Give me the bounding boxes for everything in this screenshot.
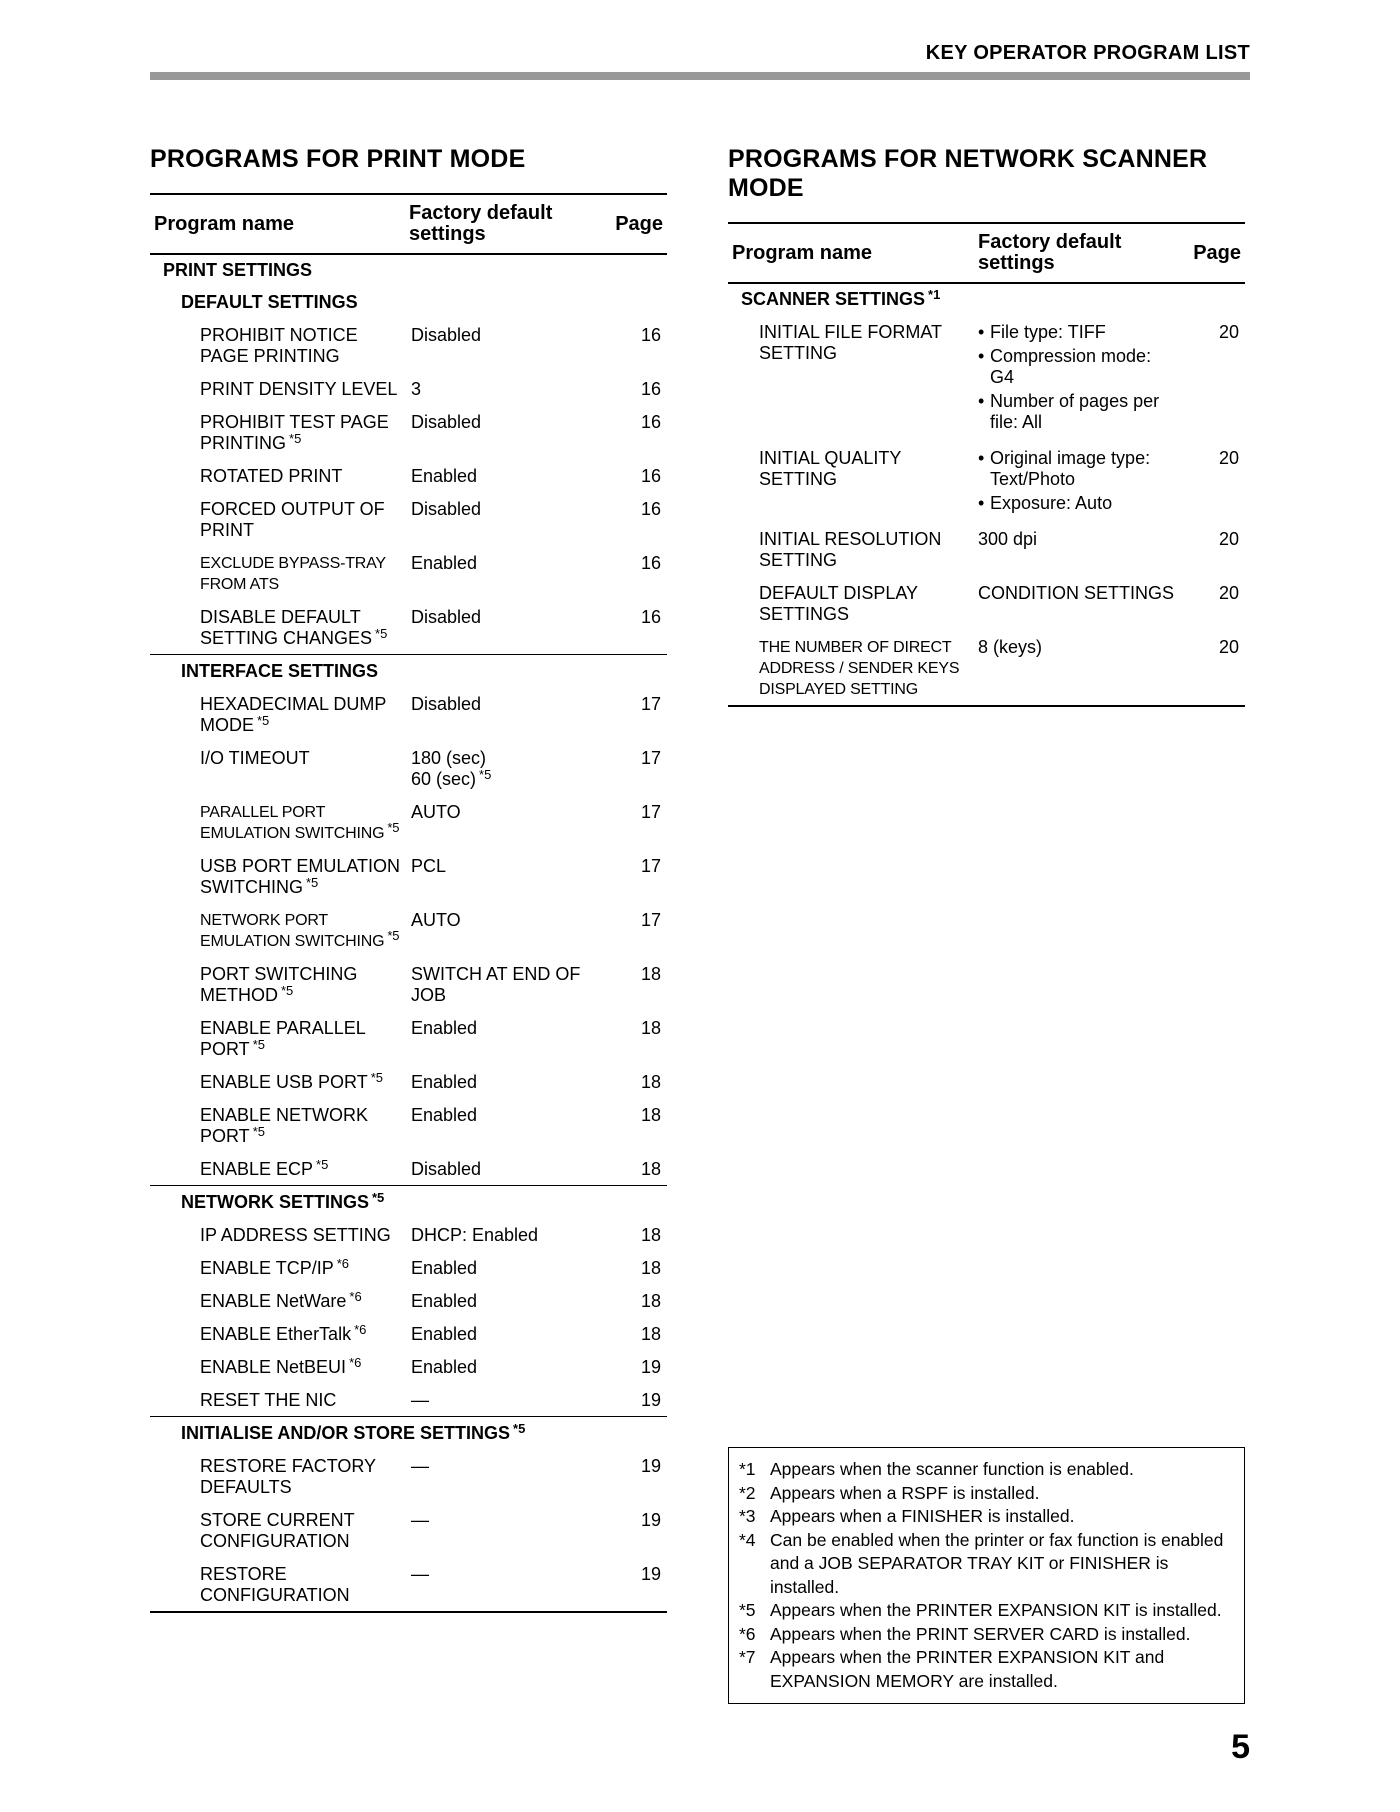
footnote-ref: *5 [387, 820, 400, 835]
default-value: — [411, 1564, 429, 1584]
footnote-ref: *5 [289, 431, 302, 446]
factory-default [405, 1383, 595, 1417]
section-title-text: SCANNER SETTINGS [741, 289, 926, 309]
program-name-text: PROHIBIT TEST PAGE PRINTING [200, 412, 389, 453]
section-title [728, 283, 1245, 315]
program-name [150, 1011, 405, 1065]
page-ref: 17 [640, 856, 661, 876]
footnote-text: Appears when the scanner function is enabled. [770, 1459, 1134, 1479]
footnote-ref: *6 [349, 1289, 362, 1304]
default-bullet: • Number of pages per file: All [978, 391, 1174, 433]
program-name-text: STORE CURRENT CONFIGURATION [200, 1510, 355, 1551]
footnote [739, 1482, 1232, 1506]
factory-default [405, 492, 595, 546]
factory-default [405, 1317, 595, 1350]
factory-default [405, 405, 595, 459]
footnote-ref: *6 [349, 1355, 362, 1370]
table-row [728, 576, 1245, 630]
page-ref: 18 [640, 1018, 661, 1038]
header-rule [150, 72, 1250, 80]
footnote-mark: *4 [739, 1529, 756, 1550]
footnote-ref: *5 [372, 1190, 385, 1205]
program-name-text: PARALLEL PORT EMULATION SWITCHING [200, 804, 385, 842]
footnote [739, 1505, 1232, 1529]
factory-default [968, 630, 1175, 706]
col-factory-default: Factory default settings [409, 202, 553, 245]
col-factory-default: Factory default settings [978, 231, 1122, 274]
default-value: Enabled [411, 1258, 478, 1278]
default-value: Enabled [411, 1291, 478, 1311]
default-bullet-list [978, 322, 1174, 433]
page-ref: 17 [640, 802, 661, 822]
subsection-title-text: DEFAULT SETTINGS [181, 292, 358, 312]
subsection-title-text: NETWORK SETTINGS [181, 1192, 369, 1212]
table-row [150, 795, 667, 849]
default-value: PCL [411, 856, 447, 876]
factory-default [405, 903, 595, 957]
page-number: 5 [1231, 1728, 1250, 1766]
program-name [150, 492, 405, 546]
program-name-text: ENABLE NetWare [200, 1291, 347, 1311]
subsection-row [150, 1417, 667, 1450]
page-ref: 18 [640, 1105, 661, 1125]
section-title: PRINT SETTINGS [163, 260, 313, 280]
footnote-ref: *5 [370, 1070, 384, 1085]
program-name [150, 1557, 405, 1612]
page-ref: 19 [640, 1564, 661, 1584]
default-value: — [411, 1456, 429, 1476]
default-value: Enabled [411, 1324, 478, 1344]
program-name [150, 1449, 405, 1503]
footnote-mark: *1 [739, 1459, 756, 1479]
footnote-ref: *5 [316, 1157, 329, 1172]
program-name [150, 903, 405, 957]
default-value: AUTO [411, 802, 461, 822]
program-name-text: ENABLE TCP/IP [200, 1258, 334, 1278]
footnote-ref: *1 [928, 287, 941, 302]
program-name [150, 849, 405, 903]
program-name [150, 1098, 405, 1152]
footnote [739, 1599, 1232, 1623]
col-page: Page [1193, 241, 1241, 264]
footnote-ref: *5 [306, 875, 319, 890]
default-value: Disabled [411, 325, 482, 345]
footnote-mark: *3 [739, 1506, 756, 1526]
factory-default [405, 849, 595, 903]
section-row [728, 283, 1245, 315]
factory-default [968, 441, 1175, 522]
factory-default [405, 459, 595, 492]
subsection-title [150, 1186, 667, 1219]
program-name [150, 459, 405, 492]
page-ref: 16 [640, 325, 661, 345]
default-bullet: • Original image type: Text/Photo [978, 448, 1174, 490]
table-row [150, 1557, 667, 1612]
default-bullet: • File type: TIFF [978, 322, 1174, 343]
footnote-ref: *5 [252, 1124, 265, 1139]
page-ref: 18 [640, 1159, 661, 1179]
default-value: Disabled [411, 499, 482, 519]
page-header-title: KEY OPERATOR PROGRAM LIST [925, 42, 1250, 64]
table-row [150, 1503, 667, 1557]
factory-default [968, 576, 1175, 630]
default-bullet: • Compression mode: G4 [978, 346, 1174, 388]
default-value: — [411, 1510, 429, 1530]
footnote [739, 1529, 1232, 1600]
default-value: Disabled [411, 694, 482, 714]
table-row [150, 903, 667, 957]
subsection-row [150, 1186, 667, 1219]
footnote [739, 1646, 1232, 1693]
footnote [739, 1623, 1232, 1647]
footnote-text: Appears when the PRINTER EXPANSION KIT is installed. [770, 1600, 1222, 1620]
page-ref: 16 [640, 607, 661, 627]
page-ref: 18 [640, 1258, 661, 1278]
footnote-ref: *5 [387, 928, 400, 943]
footnote-text: Appears when a RSPF is installed. [770, 1482, 1040, 1503]
default-value: Disabled [411, 1159, 482, 1179]
page-ref: 16 [640, 466, 661, 486]
program-name-text: ENABLE PARALLEL PORT [200, 1018, 366, 1059]
table-row [150, 1065, 667, 1098]
page-ref: 16 [640, 553, 661, 573]
table-header-row [728, 223, 1245, 283]
page-ref: 16 [640, 412, 661, 432]
scanner-mode-column [728, 145, 1245, 707]
footnote-ref: *6 [336, 1256, 350, 1271]
default-value: Enabled [411, 466, 478, 486]
footnote-ref: *5 [257, 713, 270, 728]
footnotes-box [728, 1447, 1245, 1704]
program-name [150, 372, 405, 405]
scanner-mode-rows [728, 283, 1245, 706]
program-name [150, 1317, 405, 1350]
table-row [150, 1350, 667, 1383]
factory-default [405, 1350, 595, 1383]
table-row [150, 1011, 667, 1065]
program-name-text: NETWORK PORT EMULATION SWITCHING [200, 912, 385, 950]
page-ref: 19 [640, 1510, 661, 1530]
footnote-text: Appears when the PRINT SERVER CARD is installed. [770, 1623, 1191, 1644]
print-mode-column [150, 145, 667, 1613]
page-ref: 20 [1218, 448, 1239, 468]
factory-default [405, 1098, 595, 1152]
page-ref: 17 [640, 694, 661, 714]
table-row [150, 318, 667, 372]
subsection-title-text: INITIALISE AND/OR STORE SETTINGS [181, 1423, 511, 1443]
table-row [150, 1317, 667, 1350]
table-row [728, 522, 1245, 576]
default-value: AUTO [411, 910, 461, 930]
footnote-ref: *5 [281, 983, 294, 998]
table-row [150, 492, 667, 546]
program-name [150, 1218, 405, 1251]
program-name [150, 795, 405, 849]
factory-default [405, 1503, 595, 1557]
table-row [728, 630, 1245, 706]
program-name-text: PRINT DENSITY LEVEL [200, 379, 398, 399]
program-name [150, 1383, 405, 1417]
footnote-ref: *5 [479, 767, 492, 782]
table-row [150, 741, 667, 795]
program-name: DEFAULT DISPLAY SETTINGS [759, 583, 918, 624]
default-value: Enabled [411, 1018, 478, 1038]
program-name-text: HEXADECIMAL DUMP MODE [200, 694, 387, 735]
footnote-mark: *6 [739, 1623, 756, 1644]
program-name [150, 1503, 405, 1557]
page-ref: 19 [640, 1390, 661, 1410]
table-row [150, 957, 667, 1011]
program-name [150, 1152, 405, 1186]
table-row [150, 849, 667, 903]
program-name-text: ROTATED PRINT [200, 466, 343, 486]
program-name-text: IP ADDRESS SETTING [200, 1225, 391, 1245]
program-name-text: ENABLE NetBEUI [200, 1357, 347, 1377]
program-name-text: USB PORT EMULATION SWITCHING [200, 856, 401, 897]
default-value: 3 [411, 379, 422, 399]
default-value: DHCP: Enabled [411, 1225, 539, 1245]
default-value: Enabled [411, 1357, 478, 1377]
program-name: THE NUMBER OF DIRECT ADDRESS / SENDER KEYS DISPLAYED SETTING [759, 639, 960, 698]
default-bullet-list [978, 448, 1174, 514]
page-ref: 20 [1218, 322, 1239, 342]
table-row [150, 1152, 667, 1186]
page-ref: 18 [640, 964, 661, 984]
factory-default [405, 795, 595, 849]
factory-default [405, 1152, 595, 1186]
program-name: INITIAL QUALITY SETTING [759, 448, 902, 489]
page-ref: 20 [1218, 583, 1239, 603]
page-ref: 20 [1218, 637, 1239, 657]
subsection-title-text: INTERFACE SETTINGS [181, 661, 379, 681]
page-ref: 19 [640, 1357, 661, 1377]
page-ref: 18 [640, 1225, 661, 1245]
table-row [150, 1098, 667, 1152]
default-value: — [411, 1390, 429, 1410]
factory-default [405, 957, 595, 1011]
default-value: 180 (sec) [411, 748, 487, 768]
footnote-mark: *5 [739, 1600, 756, 1620]
table-row [150, 1383, 667, 1417]
program-name [150, 405, 405, 459]
factory-default [405, 1557, 595, 1612]
program-name-text: RESTORE FACTORY DEFAULTS [200, 1456, 376, 1497]
table-row [150, 1251, 667, 1284]
page-ref: 16 [640, 499, 661, 519]
factory-default [968, 522, 1175, 576]
factory-default [405, 600, 595, 655]
program-name: INITIAL FILE FORMAT SETTING [759, 322, 942, 363]
default-value: Disabled [411, 607, 482, 627]
subsection-title [150, 286, 667, 318]
table-row [150, 687, 667, 741]
table-row [150, 600, 667, 655]
program-name-text: ENABLE ECP [200, 1159, 314, 1179]
table-row [150, 546, 667, 600]
factory-default [405, 1284, 595, 1317]
print-mode-title: PROGRAMS FOR PRINT MODE [150, 145, 526, 173]
default-value: Enabled [411, 1105, 478, 1125]
default-value: CONDITION SETTINGS [978, 583, 1175, 603]
print-mode-rows [150, 254, 667, 1612]
factory-default [405, 1011, 595, 1065]
program-name [150, 1065, 405, 1098]
default-value: SWITCH AT END OF JOB [411, 964, 581, 1005]
table-row [150, 1449, 667, 1503]
footnote-text: Appears when a FINISHER is installed. [770, 1506, 1075, 1526]
program-name-text: ENABLE NETWORK PORT [200, 1105, 369, 1146]
page-ref: 19 [640, 1456, 661, 1476]
footnote-text: Appears when the PRINTER EXPANSION KIT and EXPANSION MEMORY are installed. [770, 1647, 1165, 1691]
table-row [150, 1284, 667, 1317]
default-value: 300 dpi [978, 529, 1038, 549]
page-ref: 17 [640, 910, 661, 930]
footnote [739, 1458, 1232, 1482]
footnote-ref: *5 [252, 1037, 265, 1052]
scanner-mode-table [728, 222, 1245, 707]
program-name-text: ENABLE USB PORT [200, 1072, 368, 1092]
page-ref: 20 [1218, 529, 1239, 549]
factory-default [405, 1065, 595, 1098]
program-name-text: PORT SWITCHING METHOD [200, 964, 358, 1005]
factory-default [405, 372, 595, 405]
program-name [150, 546, 405, 600]
default-value: Enabled [411, 1072, 478, 1092]
factory-default [405, 546, 595, 600]
page-ref: 18 [640, 1291, 661, 1311]
program-name: INITIAL RESOLUTION SETTING [759, 529, 942, 570]
footnote-mark: *2 [739, 1482, 756, 1503]
default-value: Disabled [411, 412, 482, 432]
table-header-row [150, 194, 667, 254]
col-page: Page [615, 212, 663, 235]
print-mode-table [150, 193, 667, 1613]
footnote-mark: *7 [739, 1647, 756, 1667]
footnote-ref: *5 [513, 1421, 526, 1436]
table-row [150, 459, 667, 492]
default-value: 8 (keys) [978, 637, 1043, 657]
default-bullet: • Exposure: Auto [978, 493, 1174, 514]
factory-default [405, 1449, 595, 1503]
scanner-mode-title: PROGRAMS FOR NETWORK SCANNER MODE [728, 145, 1208, 202]
table-row [150, 1218, 667, 1251]
program-name [150, 741, 405, 795]
program-name-text: EXCLUDE BYPASS-TRAY FROM ATS [200, 555, 386, 593]
program-name [150, 600, 405, 655]
footnote-ref: *6 [354, 1322, 367, 1337]
subsection-title [150, 655, 667, 688]
table-row [150, 372, 667, 405]
section-row [150, 254, 667, 286]
program-name [150, 1350, 405, 1383]
col-program-name: Program name [154, 212, 295, 235]
factory-default [405, 318, 595, 372]
subsection-row [150, 286, 667, 318]
page-ref: 17 [640, 748, 661, 768]
factory-default [405, 741, 595, 795]
program-name [150, 318, 405, 372]
default-value-alt: 60 (sec) [411, 769, 477, 789]
subsection-row [150, 655, 667, 688]
page-ref: 18 [640, 1324, 661, 1344]
program-name-text: RESTORE CONFIGURATION [200, 1564, 350, 1605]
program-name [150, 687, 405, 741]
program-name-text: FORCED OUTPUT OF PRINT [200, 499, 385, 540]
program-name-text: RESET THE NIC [200, 1390, 337, 1410]
program-name-text: PROHIBIT NOTICE PAGE PRINTING [200, 325, 358, 366]
program-name-text: I/O TIMEOUT [200, 748, 310, 768]
factory-default [405, 687, 595, 741]
table-row [150, 405, 667, 459]
program-name [150, 957, 405, 1011]
subsection-title [150, 1417, 667, 1450]
factory-default [968, 315, 1175, 441]
factory-default [405, 1251, 595, 1284]
program-name [150, 1251, 405, 1284]
page-ref: 18 [640, 1072, 661, 1092]
page-ref: 16 [640, 379, 661, 399]
footnote-text: Can be enabled when the printer or fax function is enabled and a JOB SEPARATOR TRAY KIT or FINISHER is installed. [770, 1529, 1224, 1597]
table-row [728, 315, 1245, 441]
table-row [728, 441, 1245, 522]
factory-default [405, 1218, 595, 1251]
program-name-text: DISABLE DEFAULT SETTING CHANGES [200, 607, 373, 648]
footnote-ref: *5 [375, 626, 388, 641]
default-value: Enabled [411, 553, 478, 573]
col-program-name: Program name [732, 241, 873, 264]
program-name [150, 1284, 405, 1317]
program-name-text: ENABLE EtherTalk [200, 1324, 352, 1344]
